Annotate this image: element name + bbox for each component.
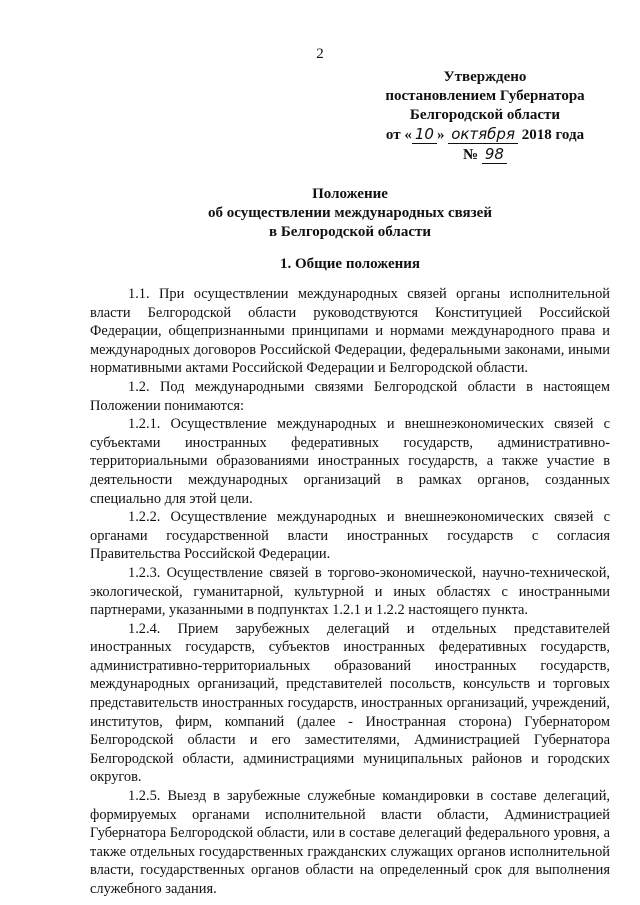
approval-number — [360, 145, 610, 165]
paragraph-1-2-5: 1.2.5. Выезд в зарубежные служебные командировки в составе делегаций, формируемых органами исполнительной власти области, Администрацией Губернатора Белгородской области, или в составе делегаций федерального уровня, а также отдельных государственных гражданских служащих органов исполнительной власти, государственных органов области на определенный срок для выполнения служебного задания. — [90, 788, 610, 897]
title-line-2: об осуществлении международных связей — [208, 205, 492, 221]
approval-line-approved: Утверждено — [443, 69, 527, 85]
date-mid: » — [436, 127, 445, 143]
section-heading: 1. Общие положения — [279, 256, 421, 272]
page-number: 2 — [316, 46, 324, 62]
date-month: октября — [448, 125, 518, 144]
paragraph-1-2: 1.2. Под международными связями Белгородской области в настоящем Положении понимаются: — [90, 378, 610, 414]
paragraph-1-2-1: 1.2.1. Осуществление международных и внешнеэкономических связей с субъектами иностранных федеративных государств, административно-территориальными образованиями иностранных государств, а также участие в деятельности международных организаций в рамках органов, созданных специально для этой цели. — [90, 416, 610, 507]
paragraph-1-2-2: 1.2.2. Осуществление международных и внешнеэкономических связей с органами государственной власти иностранных государств с согласия Правительства Российской Федерации. — [90, 509, 610, 563]
approval-date — [360, 125, 610, 145]
section-body — [90, 285, 610, 899]
document-title — [100, 185, 600, 242]
date-day: 10 — [412, 125, 437, 144]
number-value: 98 — [482, 145, 507, 164]
approval-block — [360, 68, 610, 165]
approval-line-region: Белгородской области — [409, 107, 561, 123]
title-line-1: Положение — [312, 186, 388, 202]
date-year: 2018 года — [521, 127, 585, 143]
paragraph-1-1: 1.1. При осуществлении международных связей органы исполнительной власти Белгородской области руководствуются Конституцией Российской Федерации, общепризнанными принципами и нормами международного права и международных договоров Российской Федерации, федеральными законами, иными нормативными актами Российской Федерации и Белгородской области. — [90, 286, 610, 377]
date-prefix: от « — [385, 127, 412, 143]
paragraph-1-2-4: 1.2.4. Прием зарубежных делегаций и отдельных представителей иностранных государств, субъектов иностранных федеративных государств, административно-территориальных образований иностранных государств, международных организаций, представителей посольств, консульств и торговых представительств иностранных государств, иностранных организаций, учреждений, институтов, фирм, компаний (далее - Иностранная сторона) Губернатором Белгородской области и его заместителями, Администрацией Губернатора Белгородской области, администрациями муниципальных районов и городских округов. — [90, 620, 610, 786]
paragraph-1-2-3: 1.2.3. Осуществление связей в торгово-экономической, научно-технической, экологической, гуманитарной, культурной и иных областях с иностранными партнерами, указанными в подпунктах 1.2.1 и 1.2.2 настоящего пункта. — [90, 564, 610, 619]
title-line-3: в Белгородской области — [269, 224, 431, 240]
approval-line-decree: постановлением Губернатора — [385, 88, 585, 104]
number-prefix: № — [463, 147, 479, 163]
